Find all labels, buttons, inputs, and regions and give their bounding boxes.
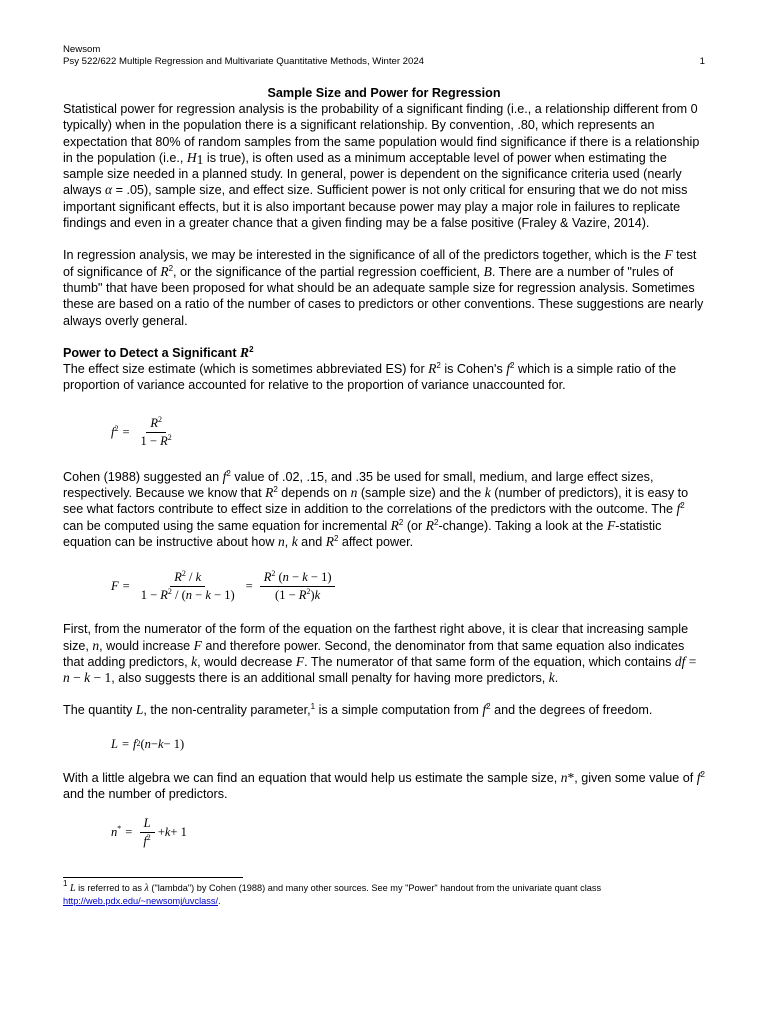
- header-page-number: 1: [699, 56, 705, 67]
- paragraph-effect-size: The effect size estimate (which is sometimes abbreviated ES) for $R^2$ is Cohen's $f^2$ which is a simple ratio of the proportion of variance accounted for relative to the proportion of variance unaccounted for.: [63, 361, 677, 393]
- equation-noncentrality: L = f 2 ( n − k − 1): [111, 736, 185, 751]
- document-page: [63, 44, 705, 907]
- footnote-link[interactable]: http://web.pdx.edu/~newsomj/uvclass/: [63, 896, 218, 907]
- header-author: Newsom: [63, 44, 101, 55]
- footnote-separator: [63, 877, 243, 878]
- equation-f-squared: $f^2$ = $\frac{R^2}{1 - R^2}$: [111, 414, 172, 448]
- running-header: [63, 44, 705, 68]
- paragraph-intro: Statistical power for regression analysis is the probability of a significant finding (i.e., a relationship different from 0 typically) when in the population there is a significant relationship. By convention, .80, which represents an expectation that 80% of random samples from the same population would find significance if there is a relationship in the population (i.e., $H_1$ is true), is often used as a minimum acceptable level of power when estimating the sample size needed in a planned study. In general, power is dependent on the significance criteria used (nearly always α = .05), sample size, and effect size. Sufficient power is not only critical for ensuring that we do not miss important significant effects, but it is also important because power may play a major role in failures to replicate findings and even in a greater chance that a given finding may be a false positive (Fraley & Vazire, 2014).: [63, 102, 700, 231]
- paragraph-regression: In regression analysis, we may be interested in the significance of all of the predictors together, which is the F test of significance of $R^2$, or the significance of the partial regression coefficient, B. There are a number of "rules of thumb" that have been proposed for what should be an adequate sample size for regression analysis. Sometimes these are based on a ratio of the number of cases to predictors or other conventions. These suggestions are nearly always overly general.: [63, 247, 704, 328]
- header-course: Psy 522/622 Multiple Regression and Multivariate Quantitative Methods, Winter 2024: [63, 56, 425, 67]
- equation-f-statistic: F = $\frac{R^2 / k}{1 - R^2 / (n - k - 1)}$ = $\frac{R^2 (n - k - 1)}{(1 - R^2)k}$: [111, 570, 705, 603]
- paragraph-cohen: Cohen (1988) suggested an $f^2$ value of .02, .15, and .35 be used for small, medium, and large effect sizes, respectively. Because we know that $R^2$ depends on n (sample size) and the k (number of predictors), it is easy to see what factors contribute to effect size in addition to the correlations of the predictors with the outcome. The $f^2$ can be computed using the same equation for incremental $R^2$ (or $R^2-change$). Taking a look at the F-statistic equation can be instructive about how n, k and $R^2$ affect power.: [63, 468, 689, 549]
- section-heading-power: Power to Detect a Significant $R^2$: [63, 344, 254, 360]
- footnote-reference: 1: [310, 702, 316, 712]
- document-title: Sample Size and Power for Regression: [267, 86, 501, 100]
- paragraph-interpretation: First, from the numerator of the form of the equation on the farthest right above, it is clear that increasing sample size, n, would increase F and therefore power. Second, the denominator from that same equation also indicates that adding predictors, k, would decrease F. The numerator of that same form of the equation, which contains df = n − k − 1, also suggests there is an additional small penalty for having more predictors, k.: [63, 622, 697, 686]
- paragraph-noncentrality: The quantity L, the non-centrality parameter,$^1$ is a simple computation from $f^2$ and the degrees of freedom.: [63, 702, 653, 718]
- paragraph-sample-size: With a little algebra we can find an equation that would help us estimate the sample size, n*, given some value of $f^2$ and the number of predictors.: [63, 769, 705, 802]
- equation-sample-size: n* = $\frac{L}{f^2}$ + k + 1: [111, 816, 187, 849]
- footnote: $^1$ L is referred to as λ ("lambda") by Cohen (1988) and many other sources. See my "Power" handout from the univariate quant class http://web.pdx.edu/~newsomj/uvclass/.: [63, 879, 602, 907]
